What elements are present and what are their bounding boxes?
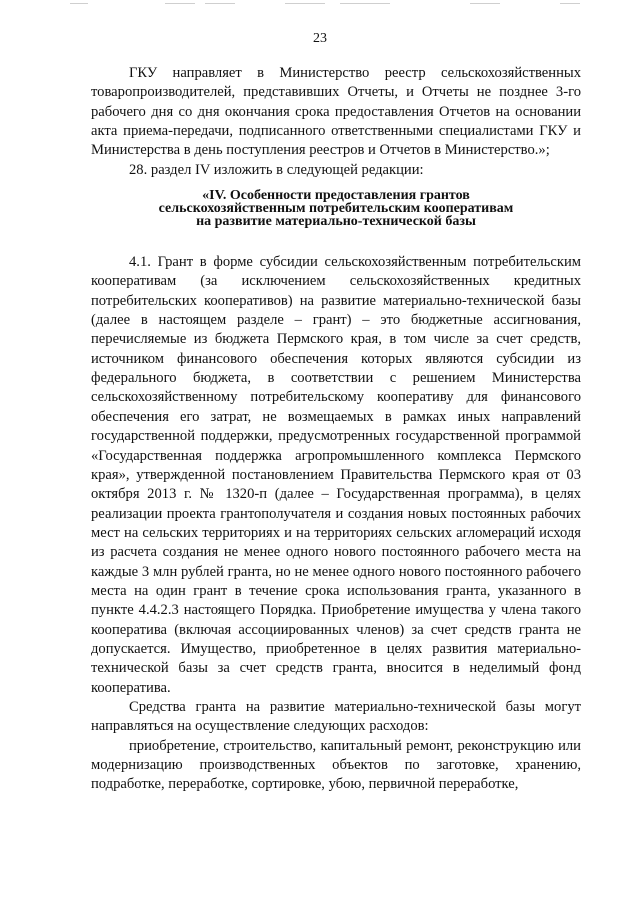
paragraph-funds: Средства гранта на развитие материально-технической базы могут направляться на осуществление следующих расходов: (91, 698, 581, 735)
paragraph-intro: ГКУ направляет в Министерство реестр сельскохозяйственных товаропроизводителей, представивших Отчеты, и Отчеты не позднее 3-го рабочего дня со дня окончания срока предоставления Отчетов на основании акта приема-передачи, подписанного ответственными специалистами ГКУ и Министерства в день поступления реестров и Отчетов в Министерство.»; (91, 65, 581, 159)
section-heading-line-2: сельскохозяйственным потребительским кооперативам (158, 201, 514, 217)
paragraph-4-1: 4.1. Грант в форме субсидии сельскохозяйственным потребительским кооперативам (за исключением сельскохозяйственных кредитных потребительских кооперативов) на развитие материально-технической базы (далее в настоящем разделе – грант) – это бюджетные ассигнования, перечисляемые из бюджета Пермского края, в том числе за счет средств, источником финансового обеспечения которых являются субсидии из федерального бюджета, в соответствии с решением Министерства сельскохозяйственному потребительскому кооперативу для финансового обеспечения его затрат, не возмещаемых в рамках иных направлений государственной поддержки, предусмотренных государственной программой «Государственная поддержка агропромышленного комплекса Пермского края», утвержденной постановлением Правительства Пермского края от 03 октября 2013 г. № 1320-п (далее – Государственная программа), в целях реализации проекта грантополучателя и создания новых постоянных рабочих мест на сельских территориях и на территориях сельских агломераций исходя из расчета создания не менее одного нового постоянного рабочего места на каждые 3 млн рублей гранта, но не менее одного нового постоянного рабочего места на один грант в течение срока использования гранта, указанного в пункте 4.4.2.3 настоящего Порядка. Приобретение имущества у члена такого кооператива (включая ассоциированных членов) за счет средств гранта не допускается. Имущество, приобретенное в целях развития материально-технической базы за счет средств гранта, вносится в неделимый фонд кооператива. (91, 254, 581, 696)
section-heading-line-3: на развитие материально-технической базы (196, 214, 476, 230)
section-heading-line-1: «IV. Особенности предоставления грантов (202, 188, 470, 204)
section-heading (91, 189, 581, 228)
page-number: 23 (313, 31, 327, 46)
scan-edge-marks (0, 0, 640, 6)
item-28: 28. раздел IV изложить в следующей редакции: (129, 161, 424, 178)
document-body (91, 64, 581, 795)
paragraph-expenses-list: приобретение, строительство, капитальный ремонт, реконструкцию или модернизацию производственных объектов по заготовке, хранению, подработке, переработке, сортировке, убою, первичной переработке, (91, 737, 581, 793)
